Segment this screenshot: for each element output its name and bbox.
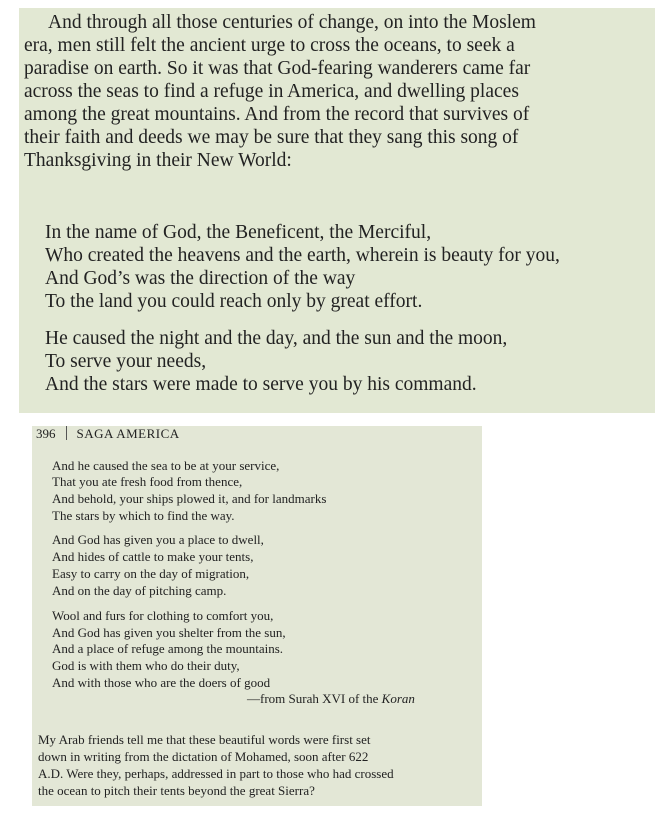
verse-line: God is with them who do their duty, bbox=[52, 658, 240, 673]
verse-line: And the stars were made to serve you by his command. bbox=[45, 374, 477, 395]
prose-line: down in writing from the dictation of Mohamed, soon after 622 bbox=[38, 749, 369, 764]
verse-line: To serve your needs, bbox=[45, 351, 207, 372]
prose-line: among the great mountains. And from the record that survives of bbox=[24, 104, 530, 125]
prose-line: the ocean to pitch their tents beyond the great Sierra? bbox=[38, 783, 315, 798]
verse-line: Who created the heavens and the earth, wherein is beauty for you, bbox=[45, 245, 560, 266]
top-page-scan bbox=[19, 8, 655, 413]
verse-line: And God’s was the direction of the way bbox=[45, 268, 356, 289]
prose-line: Thanksgiving in their New World: bbox=[24, 150, 292, 171]
verse-line: To the land you could reach only by great effort. bbox=[45, 291, 423, 312]
attribution bbox=[247, 692, 415, 705]
running-head: SAGA AMERICA bbox=[76, 426, 180, 441]
prose-line: A.D. Were they, perhaps, addressed in part to those who had crossed bbox=[38, 766, 394, 781]
bottom-page-scan bbox=[32, 426, 482, 806]
page-number: 396 bbox=[36, 426, 56, 441]
page-header bbox=[36, 426, 180, 442]
verse-line: And he caused the sea to be at your service, bbox=[52, 458, 280, 473]
verse-line: The stars by which to find the way. bbox=[52, 508, 235, 523]
verse-line: He caused the night and the day, and the sun and the moon, bbox=[45, 328, 508, 349]
verse-line: And on the day of pitching camp. bbox=[52, 583, 227, 598]
prose-line: And through all those centuries of change, on into the Moslem bbox=[48, 12, 536, 33]
prose-line: My Arab friends tell me that these beautiful words were first set bbox=[38, 732, 371, 747]
verse-line: And God has given you shelter from the sun, bbox=[52, 625, 286, 640]
verse-line: And hides of cattle to make your tents, bbox=[52, 549, 254, 564]
prose-line: paradise on earth. So it was that God-fearing wanderers came far bbox=[24, 58, 531, 79]
verse-line: And a place of refuge among the mountains. bbox=[52, 641, 284, 656]
header-divider bbox=[66, 426, 67, 440]
attribution-prefix: —from Surah XVI of the bbox=[247, 691, 382, 706]
prose-line: their faith and deeds we may be sure that they sang this song of bbox=[24, 127, 519, 148]
verse-line: In the name of God, the Beneficent, the Merciful, bbox=[45, 222, 432, 243]
verse-line: And with those who are the doers of good bbox=[52, 675, 271, 690]
verse-line: Easy to carry on the day of migration, bbox=[52, 566, 250, 581]
prose-line: era, men still felt the ancient urge to cross the oceans, to seek a bbox=[24, 35, 515, 56]
attribution-source: Koran bbox=[381, 691, 415, 706]
verse-line: And behold, your ships plowed it, and for landmarks bbox=[52, 491, 327, 506]
verse-line: Wool and furs for clothing to comfort you, bbox=[52, 608, 274, 623]
prose-line: across the seas to find a refuge in America, and dwelling places bbox=[24, 81, 519, 102]
verse-line: And God has given you a place to dwell, bbox=[52, 532, 264, 547]
verse-line: That you ate fresh food from thence, bbox=[52, 474, 243, 489]
